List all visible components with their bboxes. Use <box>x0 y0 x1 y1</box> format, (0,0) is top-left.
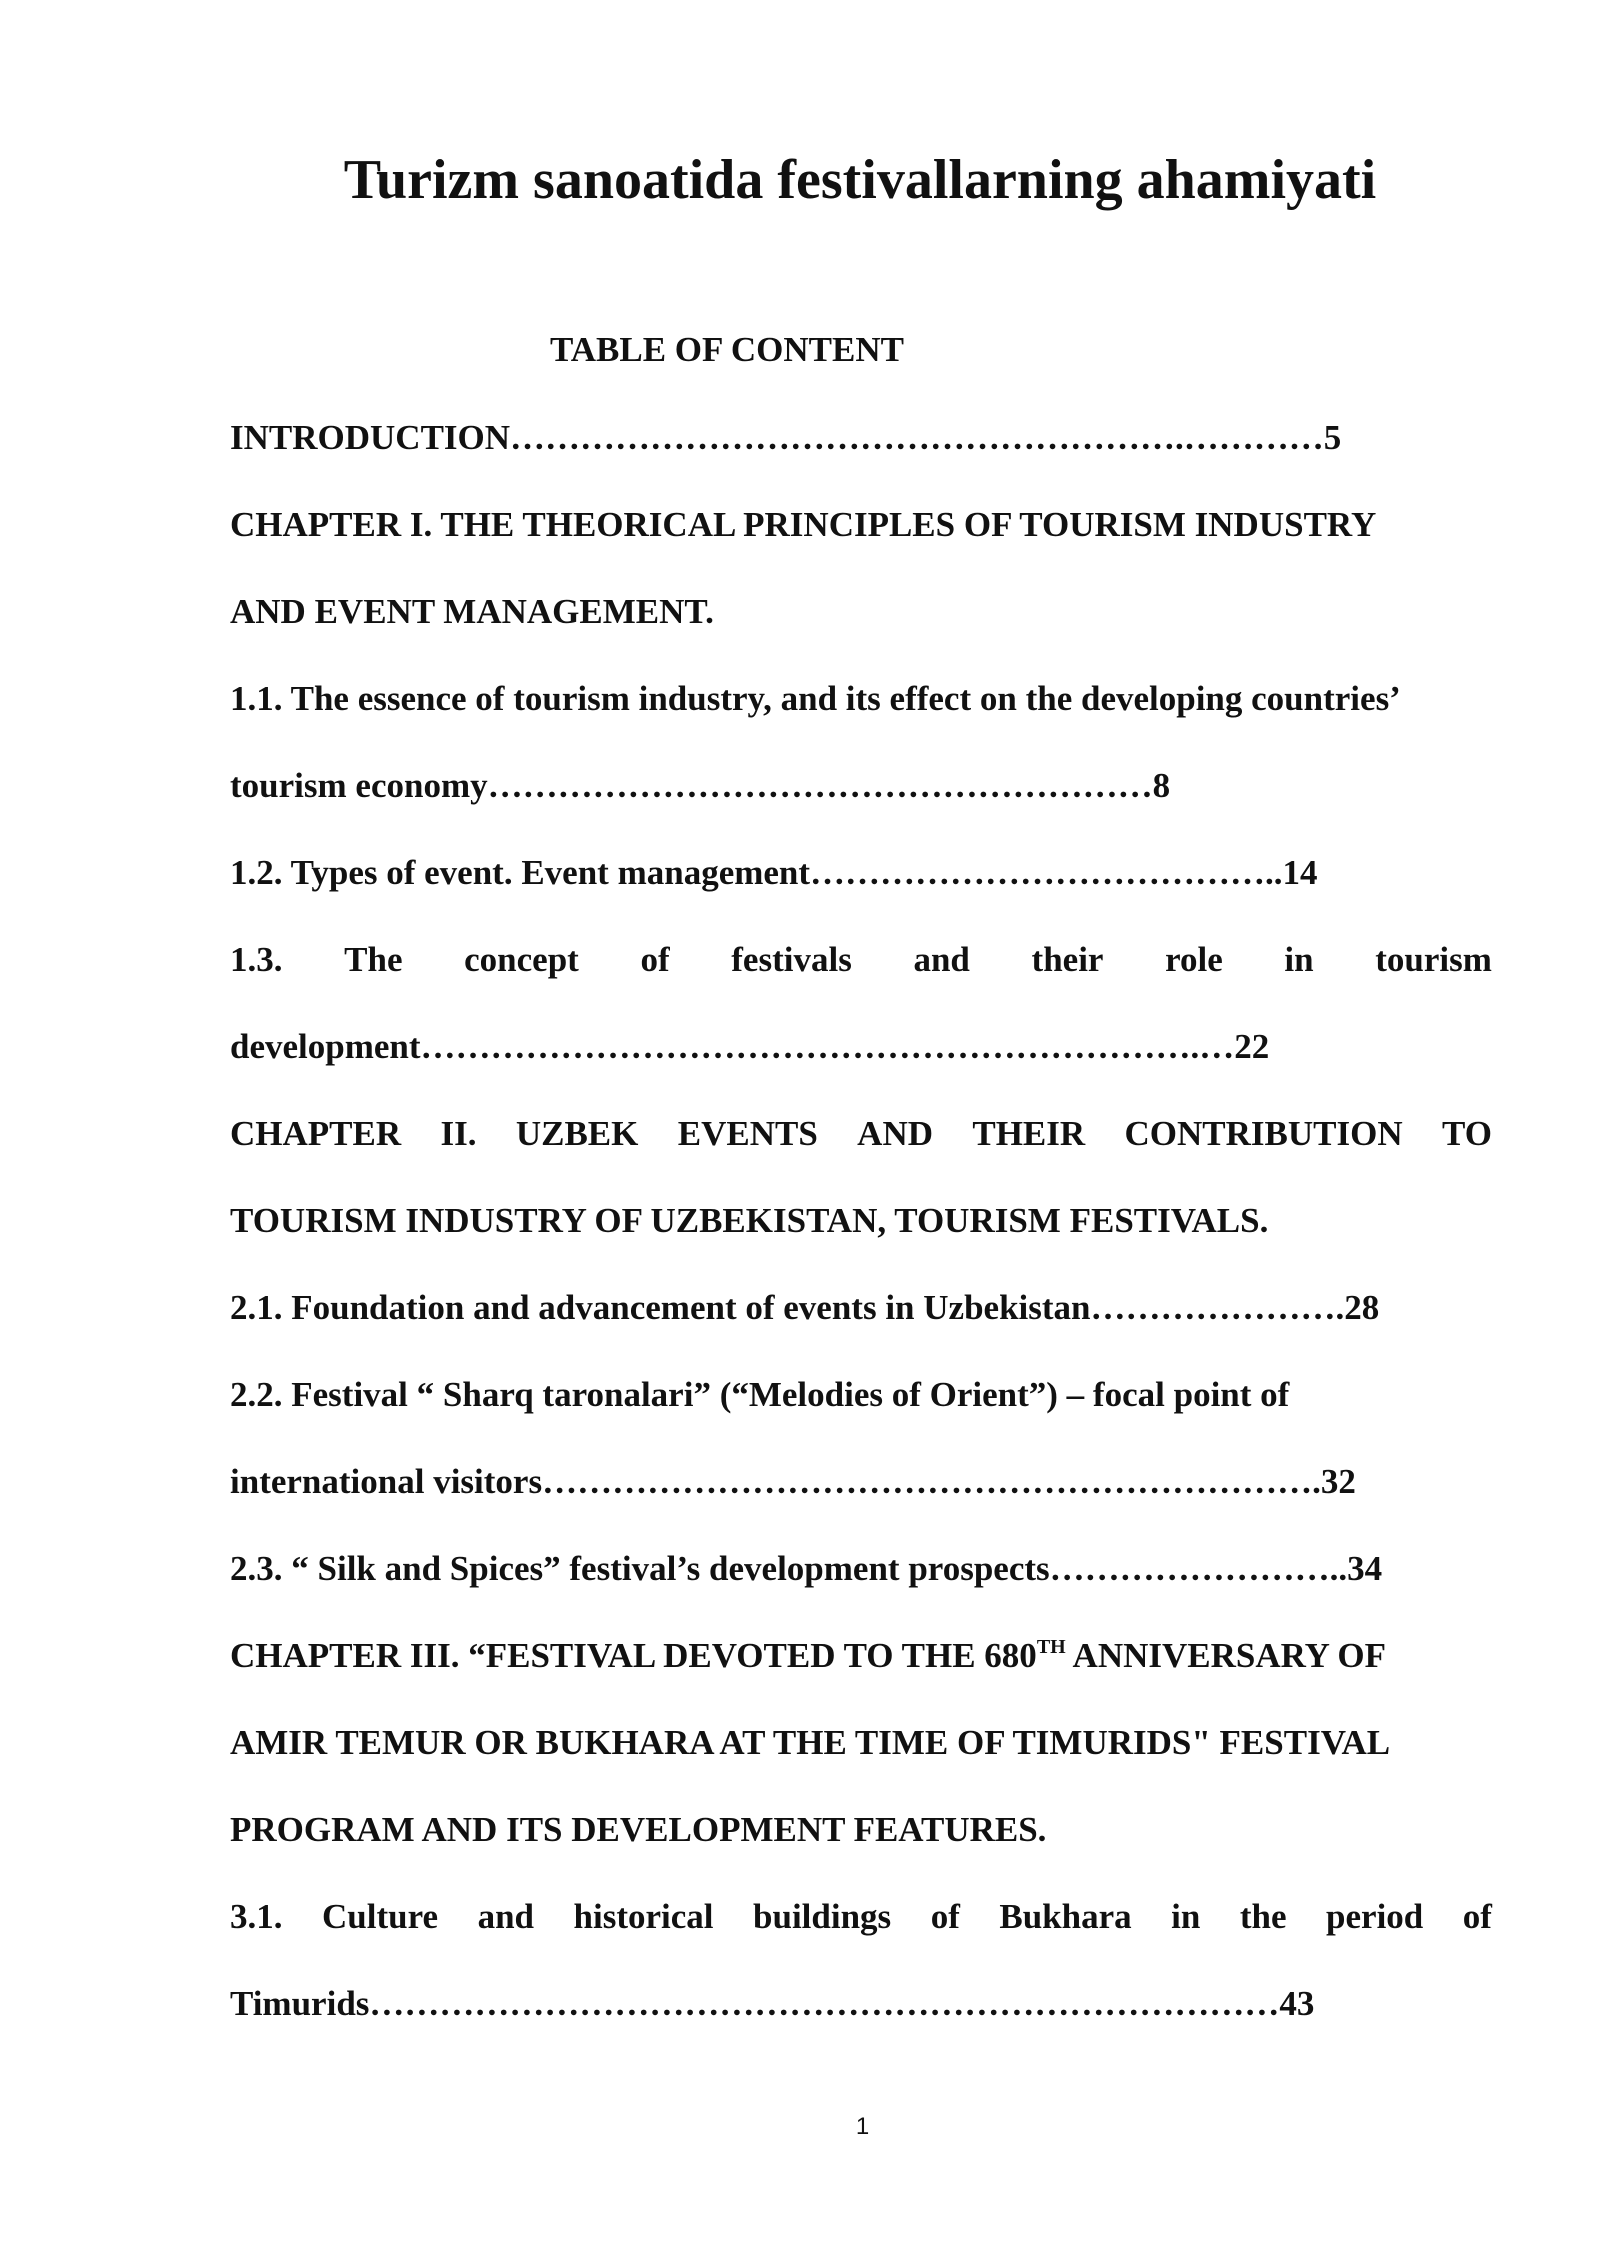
document-title: Turizm sanoatida festivallarning ahamiyati <box>343 149 1377 211</box>
toc-word: in <box>1284 940 1314 979</box>
toc-word: the <box>1239 1897 1287 1936</box>
toc-entry-chapter-3-line-3: PROGRAM AND ITS DEVELOPMENT FEATURES. <box>230 1810 1047 1849</box>
toc-word: 1.3. <box>230 940 283 979</box>
toc-entry-chapter-2-line-1 <box>230 1116 1492 1151</box>
toc-word: of <box>640 940 670 979</box>
toc-entry-3-1-line-1 <box>230 1899 1492 1934</box>
chapter-3-text-start: CHAPTER III. “FESTIVAL DEVOTED TO THE 680 <box>230 1636 1037 1675</box>
toc-entry-1-3-line-2: development………………………………………………………….…22 <box>230 1027 1270 1066</box>
toc-word: historical <box>573 1897 714 1936</box>
toc-word: period <box>1326 1897 1424 1936</box>
toc-word: 3.1. <box>230 1897 283 1936</box>
page-number: 1 <box>855 2113 870 2140</box>
toc-entry-introduction: INTRODUCTION………………………………………………….…………5 <box>230 418 1342 457</box>
toc-word: TO <box>1442 1114 1492 1153</box>
toc-word: CHAPTER <box>230 1114 402 1153</box>
toc-entry-1-2: 1.2. Types of event. Event management…………………………………..14 <box>230 853 1318 892</box>
toc-word: AND <box>857 1114 933 1153</box>
toc-word: of <box>1462 1897 1492 1936</box>
toc-entry-2-2-line-1: 2.2. Festival “ Sharq taronalari” (“Melodies of Orient”) – focal point of <box>230 1375 1290 1414</box>
toc-word: of <box>930 1897 960 1936</box>
toc-word: Bukhara <box>999 1897 1132 1936</box>
toc-word: festivals <box>731 940 852 979</box>
toc-word: tourism <box>1375 940 1492 979</box>
toc-word: II. <box>440 1114 477 1153</box>
toc-entry-1-1-line-1: 1.1. The essence of tourism industry, and its effect on the developing countries’ <box>230 679 1401 718</box>
toc-word: their <box>1031 940 1104 979</box>
toc-entry-1-3-line-1 <box>230 942 1492 977</box>
toc-entry-chapter-3-line-2: AMIR TEMUR OR BUKHARA AT THE TIME OF TIMURIDS" FESTIVAL <box>230 1723 1391 1762</box>
chapter-3-text-end: ANNIVERSARY OF <box>1065 1636 1386 1675</box>
toc-entry-1-1-line-2: tourism economy…………………………………………………8 <box>230 766 1171 805</box>
toc-entry-chapter-2-line-2: TOURISM INDUSTRY OF UZBEKISTAN, TOURISM FESTIVALS. <box>230 1201 1269 1240</box>
toc-entry-2-2-line-2: international visitors………………………………………………………….32 <box>230 1462 1356 1501</box>
toc-entry-chapter-1-line-2: AND EVENT MANAGEMENT. <box>230 592 714 631</box>
toc-word: THEIR <box>972 1114 1086 1153</box>
toc-word: EVENTS <box>677 1114 818 1153</box>
toc-word: and <box>477 1897 534 1936</box>
toc-entry-2-1: 2.1. Foundation and advancement of events in Uzbekistan………………….28 <box>230 1288 1380 1327</box>
toc-word: Culture <box>322 1897 439 1936</box>
toc-word: concept <box>464 940 579 979</box>
toc-entry-chapter-3-line-1 <box>230 1638 1386 1673</box>
ordinal-superscript: TH <box>1036 1636 1066 1658</box>
toc-entry-chapter-1-line-1: CHAPTER I. THE THEORICAL PRINCIPLES OF TOURISM INDUSTRY <box>230 505 1377 544</box>
toc-entry-3-1-line-2: Timurids……………………………………………………………………43 <box>230 1984 1315 2023</box>
toc-word: buildings <box>753 1897 892 1936</box>
toc-word: CONTRIBUTION <box>1124 1114 1403 1153</box>
toc-word: The <box>344 940 403 979</box>
toc-heading: TABLE OF CONTENT <box>550 330 904 369</box>
toc-word: in <box>1171 1897 1201 1936</box>
toc-entry-2-3: 2.3. “ Silk and Spices” festival’s development prospects……………………..34 <box>230 1549 1383 1588</box>
toc-word: role <box>1165 940 1223 979</box>
toc-word: UZBEK <box>515 1114 639 1153</box>
toc-word: and <box>913 940 970 979</box>
